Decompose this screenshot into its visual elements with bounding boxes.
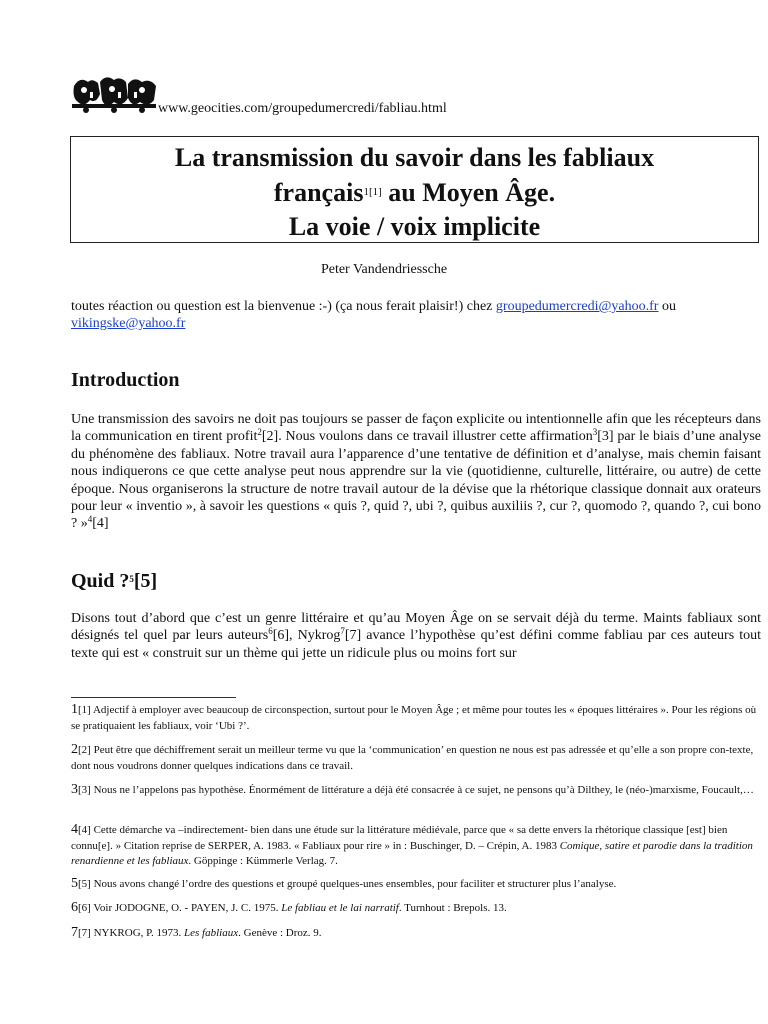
- contact-text: ou: [658, 299, 676, 314]
- footnote-text: . Göppinge : Kümmerle Verlag. 7.: [188, 855, 338, 867]
- footnote-number[interactable]: 3: [71, 782, 78, 797]
- footnote-number[interactable]: 4: [71, 822, 78, 837]
- footnote-separator: [71, 697, 236, 698]
- footnote-ref[interactable]: 4: [87, 514, 93, 525]
- footnote-text: [7] NYKROG, P. 1973.: [78, 927, 185, 939]
- introduction-heading: Introduction: [71, 369, 180, 391]
- source-url: www.geocities.com/groupedumercredi/fabliau.html: [158, 101, 447, 116]
- footnote-ref[interactable]: 6: [268, 626, 273, 637]
- footnote-book-title: Comique, satire et parodie dans la tradition renardienne et les fabliaux: [71, 839, 753, 867]
- footnote-number[interactable]: 1: [71, 702, 78, 717]
- heading-text: [5]: [133, 570, 158, 592]
- footnote-5: [71, 876, 761, 893]
- quid-heading: [71, 570, 157, 593]
- footnote-text: [3] Nous ne l’appelons pas hypothèse. Énormément de littérature a déjà été consacrée à ce sujet, ne pensons qu’à Dilthey, le (néo-)marxisme, Foucault,…: [78, 784, 754, 796]
- paragraph-text: [3] par le biais d’une analyse du phénomène des fabliaux. Notre travail aura l’apparence d’une tentative de définition et d’analyse, mais chemin faisant nous indiquerons ce que cette analyse peut nous apprendre sur la vie (quotidienne, culturelle, littéraire, ou autre) de cette époque. Nous organiserons la structure de notre travail autour de la dévise que la rhétorique classique donnait aux orateurs pour leur « inventio », à savoir les questions « quis ?, quid ?, ubi ?, quibus auxiliis ?, cur ?, quomodo ?, quando ?, cui bono ? »: [71, 429, 761, 532]
- footnote-text: [6] Voir JODOGNE, O. - PAYEN, J. C. 1975.: [78, 902, 282, 914]
- paragraph-text: [2]. Nous voulons dans ce travail illustrer cette affirmation: [261, 429, 593, 445]
- title-box: [70, 136, 759, 243]
- footnote-text: . Turnhout : Brepols. 13.: [398, 902, 507, 914]
- footnote-ref[interactable]: 5: [129, 574, 134, 584]
- paragraph-text: [7] avance l’hypothèse qu’est défini comme fabliau par ces auteurs tout texte qui est « construit sur un thème qui jette un ridicule plus ou moins fort sur: [71, 628, 761, 661]
- footnote-ref[interactable]: 7: [340, 626, 345, 637]
- author-name: Peter Vandendriessche: [320, 262, 448, 277]
- footnote-1: [71, 702, 761, 734]
- title-word: français: [273, 178, 364, 207]
- footnote-number[interactable]: 7: [71, 925, 78, 940]
- footnote-text: [2] Peut être que déchiffrement serait un meilleur terme vu que la ‘communication’ en question ne nous est pas adressée et qu’elle a son propre con-texte, dont nous voudrons donner quelques indications dans ce travail.: [71, 744, 754, 772]
- footnote-6: [71, 900, 761, 917]
- footnote-text: [5] Nous avons changé l’ordre des questions et groupé quelques-unes ensembles, pour faciliter et structurer plus l’analyse.: [78, 878, 617, 890]
- title-line-3: La voie / voix implicite: [288, 212, 541, 241]
- footnote-ref-text[interactable]: [4]: [92, 516, 109, 532]
- footnote-7: [71, 925, 761, 942]
- paragraph-text: Une transmission des savoirs ne doit pas toujours se passer de façon explicite ou intentionnelle afin que les récepteurs dans la communication en tirent profit: [71, 412, 761, 445]
- footnote-2: [71, 742, 761, 774]
- contact-line: [71, 298, 761, 332]
- footnote-book-title: Le fabliau et le lai narratif: [281, 902, 399, 914]
- footnote-number[interactable]: 2: [71, 742, 78, 757]
- footnote-4: [71, 822, 761, 870]
- decorative-logo-image: [70, 74, 158, 114]
- heading-text: Quid ?: [71, 570, 130, 592]
- footnote-text: . Genève : Droz. 9.: [238, 927, 322, 939]
- contact-text: toutes réaction ou question est la bienvenue :-) (ça nous ferait plaisir!) chez: [71, 299, 496, 314]
- footnote-ref[interactable]: 3: [592, 427, 598, 438]
- footnote-3: [71, 782, 761, 799]
- title-line-1: La transmission du savoir dans les fabliaux: [174, 143, 655, 172]
- introduction-paragraph: [71, 411, 761, 533]
- quid-paragraph: [71, 610, 761, 662]
- footnote-number[interactable]: 5: [71, 876, 78, 891]
- title-word: au Moyen Âge.: [381, 178, 556, 207]
- paragraph-text: Disons tout d’abord que c’est un genre littéraire et qu’au Moyen Âge on se servait déjà du terme. Maints fabliaux sont désignés tel quel par leurs auteurs: [71, 611, 761, 644]
- email-link-vikingske[interactable]: vikingske@yahoo.fr: [71, 316, 186, 331]
- footnote-ref[interactable]: 2: [257, 427, 262, 438]
- email-link-groupedumercredi[interactable]: groupedumercredi@yahoo.fr: [495, 299, 659, 314]
- title-line-2: [71, 175, 758, 210]
- footnote-text: [4] Cette démarche va –indirectement- bien dans une étude sur la littérature médiévale, parce que « sa dette envers la rhétorique classique [est] bien connu[e]. » Citation reprise de SERPER, A. 1983. « Fabliaux pour rire » in : Buschinger, D. – Crépin, A. 1983: [71, 824, 728, 852]
- footnote-book-title: Les fabliaux: [184, 927, 239, 939]
- footnote-number[interactable]: 6: [71, 900, 78, 915]
- paragraph-text: [6], Nykrog: [272, 628, 341, 644]
- footnote-text: [1] Adjectif à employer avec beaucoup de circonspection, surtout pour le Moyen Âge ; et même pour toutes les « époques littéraires ». Pour les régions où se pratiquaient les fabliaux, voir ‘Ubi ?’.: [71, 704, 757, 732]
- title-footnote-ref[interactable]: 1[1]: [363, 186, 382, 198]
